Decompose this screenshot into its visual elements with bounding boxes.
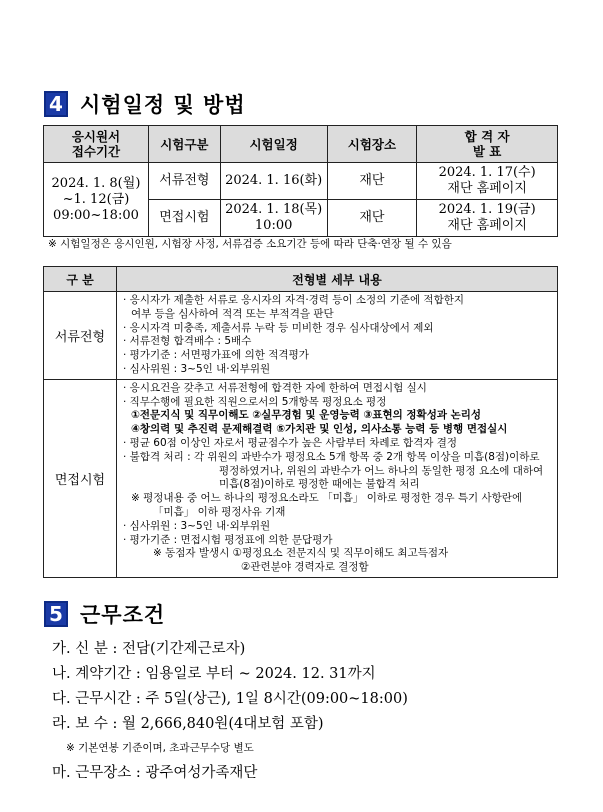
detail-content: · 응시자가 제출한 서류로 응시자의 자격·경력 등이 소정의 기준에 적합한지 여부 등을 심사하여 적격 또는 부적격을 판단 · 응시자격 미충족, 제출서류 누락 등 미비한 경우 심사대상에서 제외 · 서류전형 합격배수 : 5배수 · 평가기준 : 서면평가표에 의한 적격평가 · 심사위원 : 3~5인 내·외부위원 <box>117 292 558 380</box>
section-5-heading <box>44 599 165 629</box>
header-result-announce: 합 격 자 발 표 <box>417 126 558 163</box>
section-title: 근무조건 <box>80 603 166 627</box>
exam-type-cell: 면접시험 <box>148 200 220 237</box>
interview-row <box>44 379 558 577</box>
schedule-table <box>43 125 558 237</box>
schedule-note: ※ 시험일정은 응시인원, 시험장 사정, 서류검증 소요기간 등에 따라 단축·연장 될 수 있음 <box>48 238 452 250</box>
header-detail: 전형별 세부 내용 <box>117 267 558 292</box>
schedule-row <box>44 163 558 200</box>
detail-header-row <box>44 267 558 292</box>
condition-status: 가. 신 분 : 전담(기간제근로자) <box>52 641 246 657</box>
detail-content: · 응시요건을 갖추고 서류전형에 합격한 자에 한하여 면접시험 실시 · 직무수행에 필요한 직원으로서의 5개항목 평정요소 평정 ①전문지식 및 직무이해도 ②실무경험 및 운영능력 ③표현의 정확성과 논리성 ④창의력 및 추진력 문제해결력 ⑤가치관 및 인성, 의사소통 능력 등 병행 면접실시 · 평균 60점 이상인 자로서 평균점수가 높은 사람부터 차례로 합격자 결정 · 불합격 처리 : 각 위원의 과반수가 평정요소 5개 항목 중 2개 항목 이상을 미흡(8점)이하로 평정하였거나, 위원의 과반수가 어느 하나의 동일한 평정 요소에 대하여 미흡(8점)이하로 평정한 때에는 불합격 처리 ※ 평정내용 중 어느 하나의 평정요소라도 「미흡」 이하로 평정한 경우 특기 사항란에 「미흡」 이하 평정사유 기재 · 심사위원 : 3~5인 내·외부위원 · 평가기준 : 면접시험 평정표에 의한 문답평가 ※ 동점자 발생시 ①평정요소 전문지식 및 직무이해도 최고득점자 ②관련분야 경력자로 결정함 <box>117 379 558 577</box>
condition-contract-period: 나. 계약기간 : 임용일로 부터 ~ 2024. 12. 31까지 <box>52 666 376 682</box>
condition-workplace: 마. 근무장소 : 광주여성가족재단 <box>52 765 258 781</box>
section-number-badge: 5 <box>44 601 68 627</box>
document-screening-row <box>44 292 558 380</box>
condition-work-hours: 다. 근무시간 : 주 5일(상근), 1일 8시간(09:00~18:00) <box>52 691 408 707</box>
section-4-heading <box>44 89 246 119</box>
application-period-cell: 2024. 1. 8(월) ~1. 12(금) 09:00~18:00 <box>44 163 149 237</box>
exam-date-cell: 2024. 1. 18(목) 10:00 <box>220 200 327 237</box>
category-label: 서류전형 <box>44 292 117 380</box>
condition-salary: 라. 보 수 : 월 2,666,840원(4대보험 포함) <box>52 716 324 732</box>
salary-note: ※ 기본연봉 기준이며, 초과근무수당 별도 <box>66 742 254 754</box>
header-category: 구 분 <box>44 267 117 292</box>
header-exam-type: 시험구분 <box>148 126 220 163</box>
header-application-period: 응시원서 접수기간 <box>44 126 149 163</box>
exam-date-cell: 2024. 1. 16(화) <box>220 163 327 200</box>
header-exam-date: 시험일정 <box>220 126 327 163</box>
category-label: 면접시험 <box>44 379 117 577</box>
announce-cell: 2024. 1. 17(수) 재단 홈페이지 <box>417 163 558 200</box>
section-title: 시험일정 및 방법 <box>80 93 246 117</box>
header-exam-place: 시험장소 <box>327 126 417 163</box>
schedule-header-row <box>44 126 558 163</box>
announce-cell: 2024. 1. 19(금) 재단 홈페이지 <box>417 200 558 237</box>
section-number-badge: 4 <box>44 91 68 117</box>
screening-detail-table <box>43 266 558 578</box>
exam-type-cell: 서류전형 <box>148 163 220 200</box>
exam-place-cell: 재단 <box>327 200 417 237</box>
exam-place-cell: 재단 <box>327 163 417 200</box>
